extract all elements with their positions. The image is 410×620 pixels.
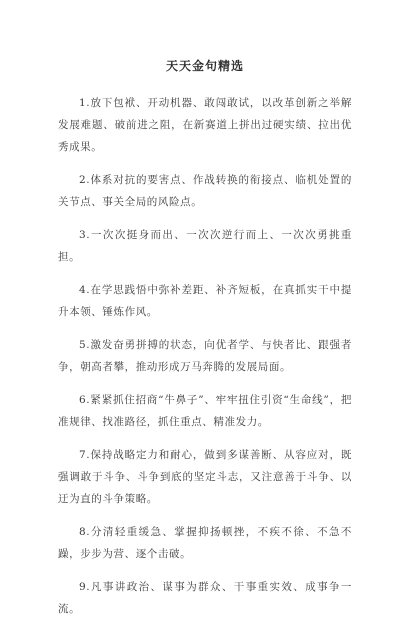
list-item: 9.凡事讲政治、谋事为群众、干事重实效、成事争一流。 <box>58 581 352 615</box>
list-item: 1.放下包袱、开动机器、敢闯敢试，以改革创新之举解发展难题、破前进之阻，在新赛道上拼出过硬实绩、拉出优秀成果。 <box>58 97 352 153</box>
document-title: 天天金句精选 <box>165 59 244 73</box>
list-item: 3.一次次挺身而出、一次次逆行而上、一次次勇挑重担。 <box>58 229 352 263</box>
list-item: 8.分清轻重缓急、掌握抑扬顿挫，不疾不徐、不急不躁，步步为营、逐个击破。 <box>58 526 352 560</box>
list-item: 5.激发奋勇拼搏的状态，向优者学、与快者比、跟强者争，朝高者攀，推动形成万马奔腾的发展局面。 <box>58 339 352 373</box>
list-item: 4.在学思践悟中弥补差距、补齐短板，在真抓实干中提升本领、锤炼作风。 <box>58 284 352 318</box>
list-item: 6.紧紧抓住招商“牛鼻子”、牢牢扭住引资“生命线”，把准规律、找准路径，抓住重点、精准发力。 <box>58 394 352 428</box>
list-item: 2.体系对抗的要害点、作战转换的衔接点、临机处置的关节点、事关全局的风险点。 <box>58 174 352 208</box>
list-item: 7.保持战略定力和耐心，做到多谋善断、从容应对，既强调敢于斗争、斗争到底的坚定斗志，又注意善于斗争、以迂为直的斗争策略。 <box>58 449 352 505</box>
